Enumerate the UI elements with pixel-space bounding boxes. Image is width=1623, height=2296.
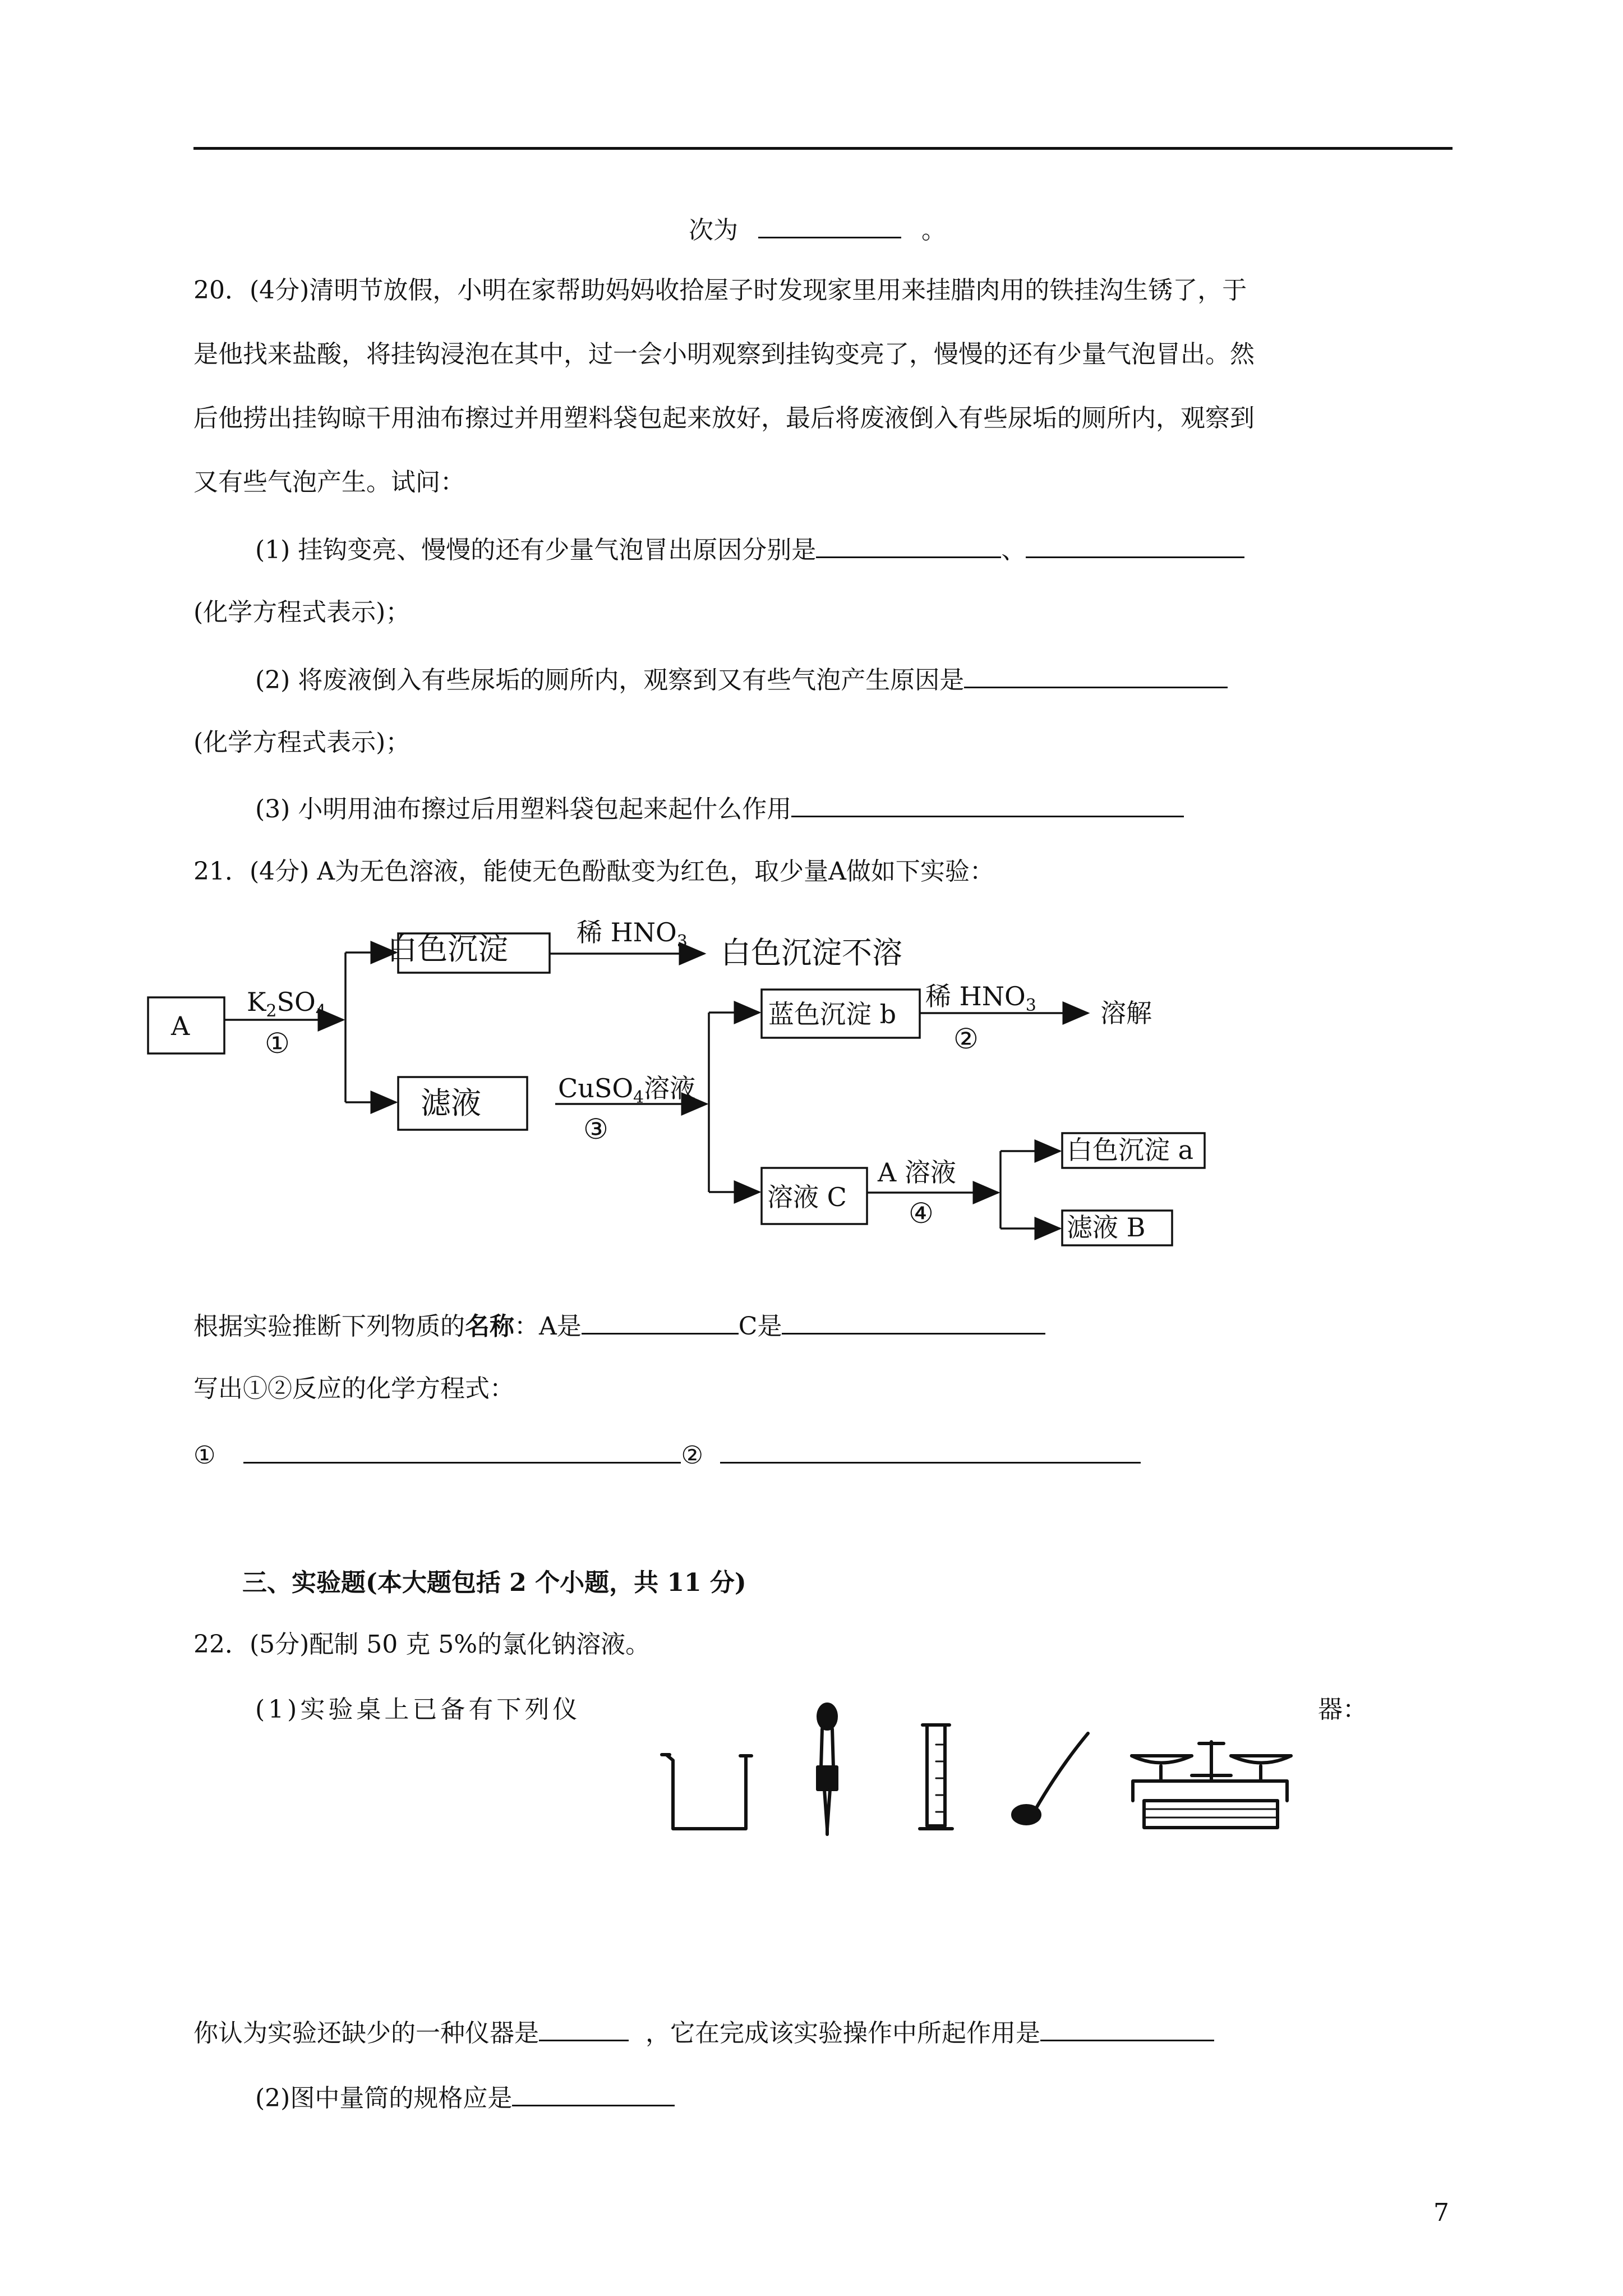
q20-note-1: (化学方程式表示)； <box>193 598 411 627</box>
answer-blank[interactable] <box>1026 532 1244 558</box>
answer-blank[interactable] <box>720 1437 1141 1464</box>
label-filtrate: 滤液 <box>421 1085 481 1121</box>
answer-blank[interactable] <box>782 1308 1045 1335</box>
q21-flow-diagram <box>140 920 1239 1268</box>
q21-names-line: 根据实验推断下列物质的名称：A是 C是 <box>193 1308 1045 1343</box>
q20-part-3: (3) 小明用油布擦过后用塑料袋包起来起什么作用 <box>255 791 1184 826</box>
graduated-cylinder-icon <box>920 1725 952 1829</box>
answer-blank[interactable] <box>1040 2015 1214 2041</box>
answer-blank[interactable] <box>816 532 1001 558</box>
q22-intro: 22．(5分)配制 50 克 5%的氯化钠溶液。 <box>193 1630 651 1659</box>
beaker-icon <box>662 1755 751 1829</box>
dropper-icon <box>818 1704 837 1834</box>
label-dissolve: 溶解 <box>1100 998 1152 1028</box>
label-blue-precipitate: 蓝色沉淀 b <box>768 999 897 1029</box>
label-white-precipitate: 白色沉淀 <box>387 931 508 967</box>
answer-blank[interactable] <box>791 791 1184 817</box>
q20-line-4: 又有些气泡产生。试问： <box>193 468 465 496</box>
q22-part-1-left: (1)实验桌上已备有下列仪 <box>255 1695 581 1724</box>
q22-part-2: (2)图中量筒的规格应是 <box>255 2080 675 2115</box>
q20-line-1: 20．(4分)清明节放假，小明在家帮助妈妈收拾屋子时发现家里用来挂腊肉用的铁挂沟生锈了，于 <box>193 276 1247 305</box>
label-step-1: ① <box>265 1027 290 1060</box>
label-a-solution: A 溶液 <box>878 1157 956 1188</box>
answer-blank[interactable] <box>539 2015 629 2041</box>
answer-blank[interactable] <box>964 662 1228 688</box>
label-a: A <box>171 1011 190 1041</box>
answer-blank[interactable] <box>512 2080 675 2106</box>
label-step-3: ③ <box>583 1113 608 1145</box>
q22-part-1-right: 器： <box>1318 1695 1367 1724</box>
label-k2so4: $K_2SO_4$ <box>247 987 326 1021</box>
q20-part-1: (1) 挂钩变亮、慢慢的还有少量气泡冒出原因分别是 、 <box>255 532 1244 567</box>
q21-intro: 21．(4分) A为无色溶液，能使无色酚酞变为红色，取少量A做如下实验： <box>193 857 994 886</box>
q20-part-2: (2) 将废液倒入有些尿垢的厕所内，观察到又有些气泡产生原因是 <box>255 662 1228 697</box>
spoon-icon <box>1013 1733 1088 1824</box>
answer-blank[interactable] <box>582 1308 739 1335</box>
label-step-4: ④ <box>909 1197 934 1230</box>
q22-missing-line: 你认为实验还缺少的一种仪器是 ，它在完成该实验操作中所起作用是 <box>193 2015 1214 2050</box>
page-number: 7 <box>1433 2198 1449 2227</box>
answer-blank[interactable] <box>758 212 901 238</box>
header-rule <box>193 147 1453 150</box>
q21-equations-line: ① ② <box>193 1437 1141 1473</box>
label-filtrate-b: 滤液 B <box>1067 1212 1146 1243</box>
q20-note-2: (化学方程式表示)； <box>193 728 411 757</box>
instruments-illustration <box>656 1700 1312 1840</box>
label-insoluble: 白色沉淀不溶 <box>721 935 902 970</box>
q20-line-2: 是他找来盐酸，将挂钩浸泡在其中，过一会小明观察到挂钩变亮了，慢慢的还有少量气泡冒出。然 <box>193 340 1255 369</box>
answer-blank[interactable] <box>243 1437 681 1464</box>
section-3-title: 三、实验题(本大题包括 2 个小题，共 11 分) <box>242 1568 746 1597</box>
label-step-2: ② <box>953 1023 979 1055</box>
label-solution-c: 溶液 C <box>767 1182 847 1212</box>
label-white-precipitate-a: 白色沉淀 a <box>1067 1135 1194 1165</box>
continuation-line: 次为 。 <box>689 212 946 247</box>
label-dilute-hno3-2: 稀 $HNO_3$ <box>925 981 1036 1015</box>
q20-line-3: 后他捞出挂钩晾干用油布擦过并用塑料袋包起来放好，最后将废液倒入有些尿垢的厕所内，观察到 <box>193 404 1255 432</box>
label-dilute-hno3-1: 稀 $HNO_3$ <box>577 920 688 951</box>
label-cuso4: CuSO$_4$溶液 <box>558 1073 696 1107</box>
q21-equations-prompt: 写出①②反应的化学方程式： <box>193 1374 514 1403</box>
balance-scale-icon <box>1132 1742 1291 1828</box>
